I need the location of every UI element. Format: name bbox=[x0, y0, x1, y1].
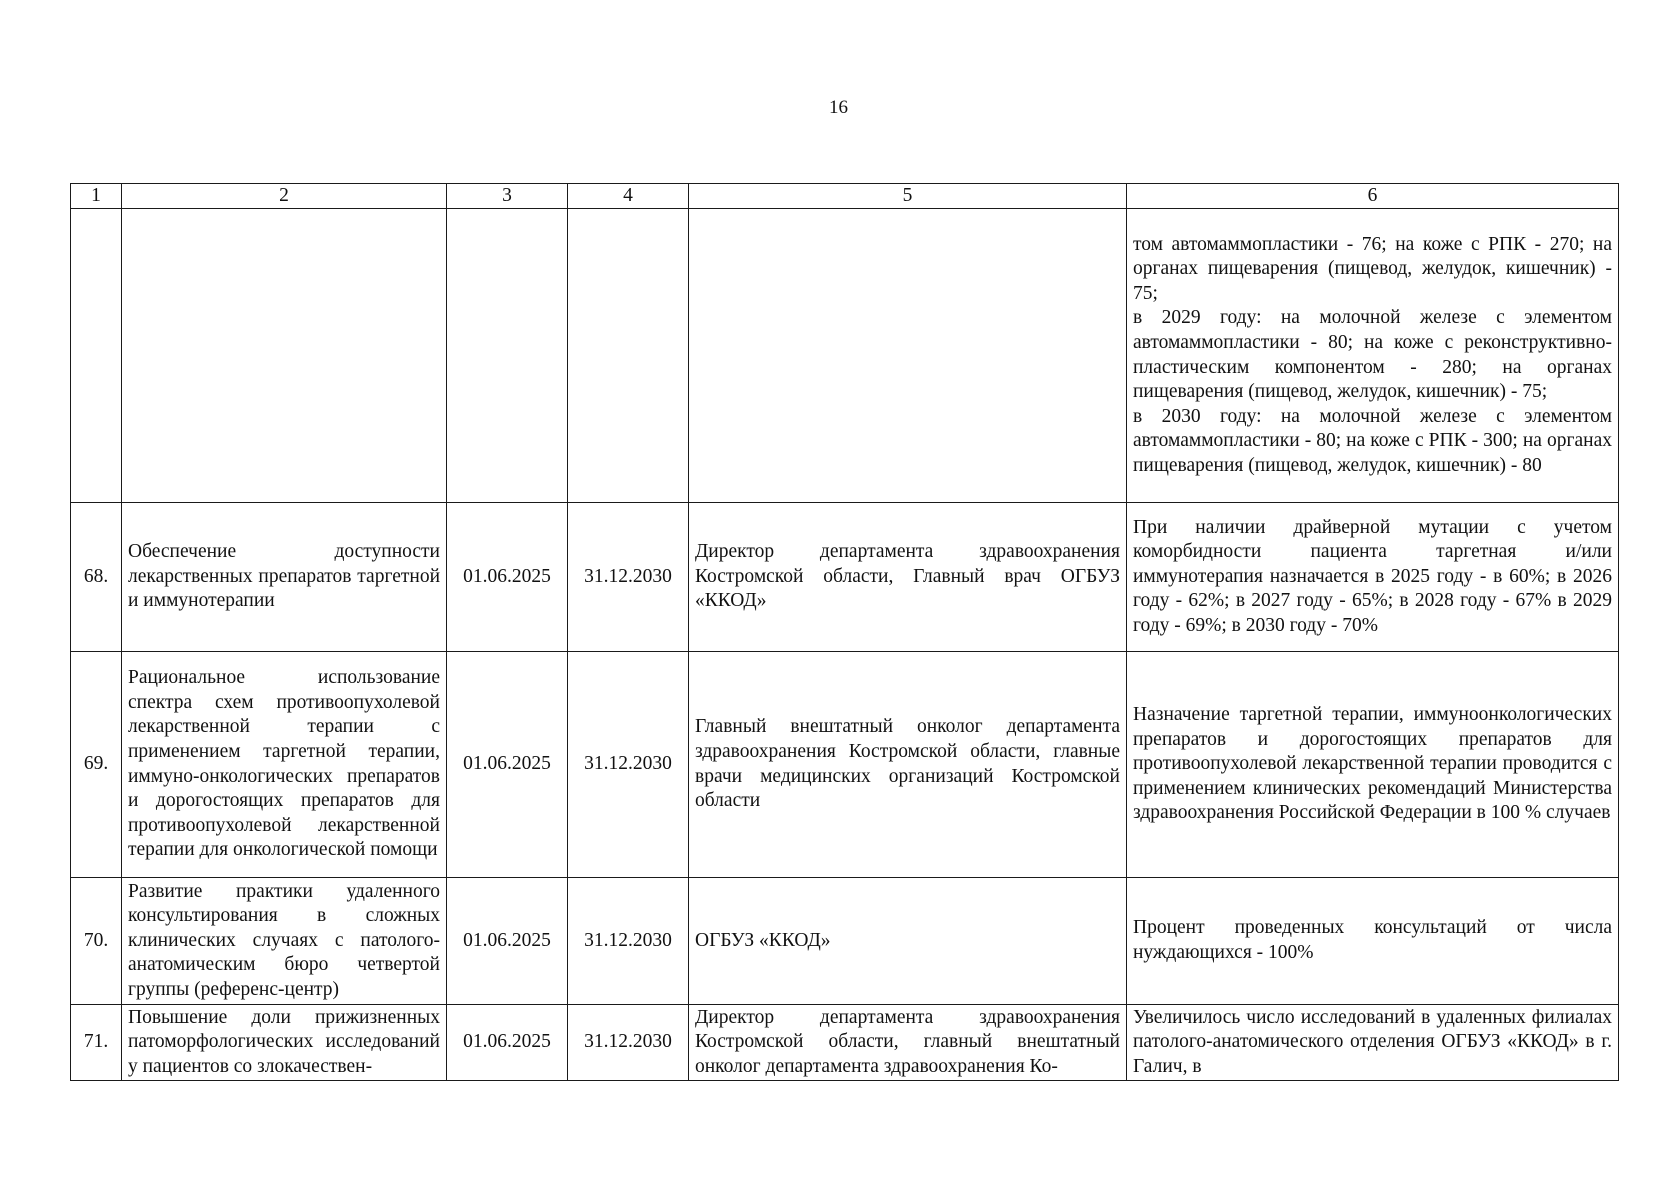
table-row-68 bbox=[71, 503, 1619, 652]
expected-result: Назначение таргетной терапии, иммуноонкологических препаратов и дорогостоящих препаратов для противоопухолевой лекарственной терапии проводится с применением клинических рекомендаций Министерства здравоохранения Российской Федерации в 100 % случаев bbox=[1127, 652, 1619, 878]
end-date: 31.12.2030 bbox=[568, 1005, 689, 1081]
header-col-1: 1 bbox=[71, 184, 122, 209]
responsible: ОГБУЗ «ККОД» bbox=[689, 878, 1127, 1005]
header-col-3: 3 bbox=[447, 184, 568, 209]
row-number: 69. bbox=[71, 652, 122, 878]
table-row-69 bbox=[71, 652, 1619, 878]
row-number bbox=[71, 209, 122, 503]
row-number: 71. bbox=[71, 1005, 122, 1081]
responsible bbox=[689, 209, 1127, 503]
measure-name: Развитие практики удаленного консультирования в сложных клинических случаях с патолого-анатомическим бюро четвертой группы (референс-центр) bbox=[122, 878, 447, 1005]
end-date bbox=[568, 209, 689, 503]
measure-name bbox=[122, 209, 447, 503]
start-date: 01.06.2025 bbox=[447, 503, 568, 652]
row-number: 70. bbox=[71, 878, 122, 1005]
expected-result: Процент проведенных консультаций от числа нуждающихся - 100% bbox=[1127, 878, 1619, 1005]
measures-table bbox=[70, 183, 1619, 1081]
measure-name: Рациональное использование спектра схем противоопухолевой лекарственной терапии с применением таргетной терапии, иммуно-онкологических препаратов и дорогостоящих препаратов для противоопухолевой лекарственной терапии для онкологической помощи bbox=[122, 652, 447, 878]
start-date bbox=[447, 209, 568, 503]
header-col-6: 6 bbox=[1127, 184, 1619, 209]
responsible: Директор департамента здравоохранения Костромской области, Главный врач ОГБУЗ «ККОД» bbox=[689, 503, 1127, 652]
table-row-70 bbox=[71, 878, 1619, 1005]
expected-result: том автомаммопластики - 76; на коже с РПК - 270; на органах пищеварения (пищевод, желудок, кишечник) - 75; в 2029 году: на молочной железе с элементом автомаммопластики - 80; на коже с реконструктивно-пластическим компонентом - 280; на органах пищеварения (пищевод, желудок, кишечник) - 75; в 2030 году: на молочной железе с элементом автомаммопластики - 80; на коже с РПК - 300; на органах пищеварения (пищевод, желудок, кишечник) - 80 bbox=[1127, 209, 1619, 503]
expected-result: При наличии драйверной мутации с учетом коморбидности пациента таргетная и/или иммунотерапия назначается в 2025 году - в 60%; в 2026 году - 62%; в 2027 году - 65%; в 2028 году - 67% в 2029 году - 69%; в 2030 году - 70% bbox=[1127, 503, 1619, 652]
measure-name: Повышение доли прижизненных патоморфологических исследований у пациентов со злокачествен- bbox=[122, 1005, 447, 1081]
header-col-2: 2 bbox=[122, 184, 447, 209]
responsible: Главный внештатный онколог департамента здравоохранения Костромской области, главные врачи медицинских организаций Костромской области bbox=[689, 652, 1127, 878]
end-date: 31.12.2030 bbox=[568, 503, 689, 652]
header-row bbox=[71, 184, 1619, 209]
table-row-71 bbox=[71, 1005, 1619, 1081]
table-row-continued bbox=[71, 209, 1619, 503]
header-col-5: 5 bbox=[689, 184, 1127, 209]
responsible: Директор департамента здравоохранения Костромской области, главный внештатный онколог департамента здравоохранения Ко- bbox=[689, 1005, 1127, 1081]
measure-name: Обеспечение доступности лекарственных препаратов таргетной и иммунотерапии bbox=[122, 503, 447, 652]
start-date: 01.06.2025 bbox=[447, 878, 568, 1005]
start-date: 01.06.2025 bbox=[447, 652, 568, 878]
page-number: 16 bbox=[829, 97, 848, 118]
end-date: 31.12.2030 bbox=[568, 878, 689, 1005]
end-date: 31.12.2030 bbox=[568, 652, 689, 878]
header-col-4: 4 bbox=[568, 184, 689, 209]
row-number: 68. bbox=[71, 503, 122, 652]
start-date: 01.06.2025 bbox=[447, 1005, 568, 1081]
expected-result: Увеличилось число исследований в удаленных филиалах патолого-анатомического отделения ОГБУЗ «ККОД» в г. Галич, в bbox=[1127, 1005, 1619, 1081]
